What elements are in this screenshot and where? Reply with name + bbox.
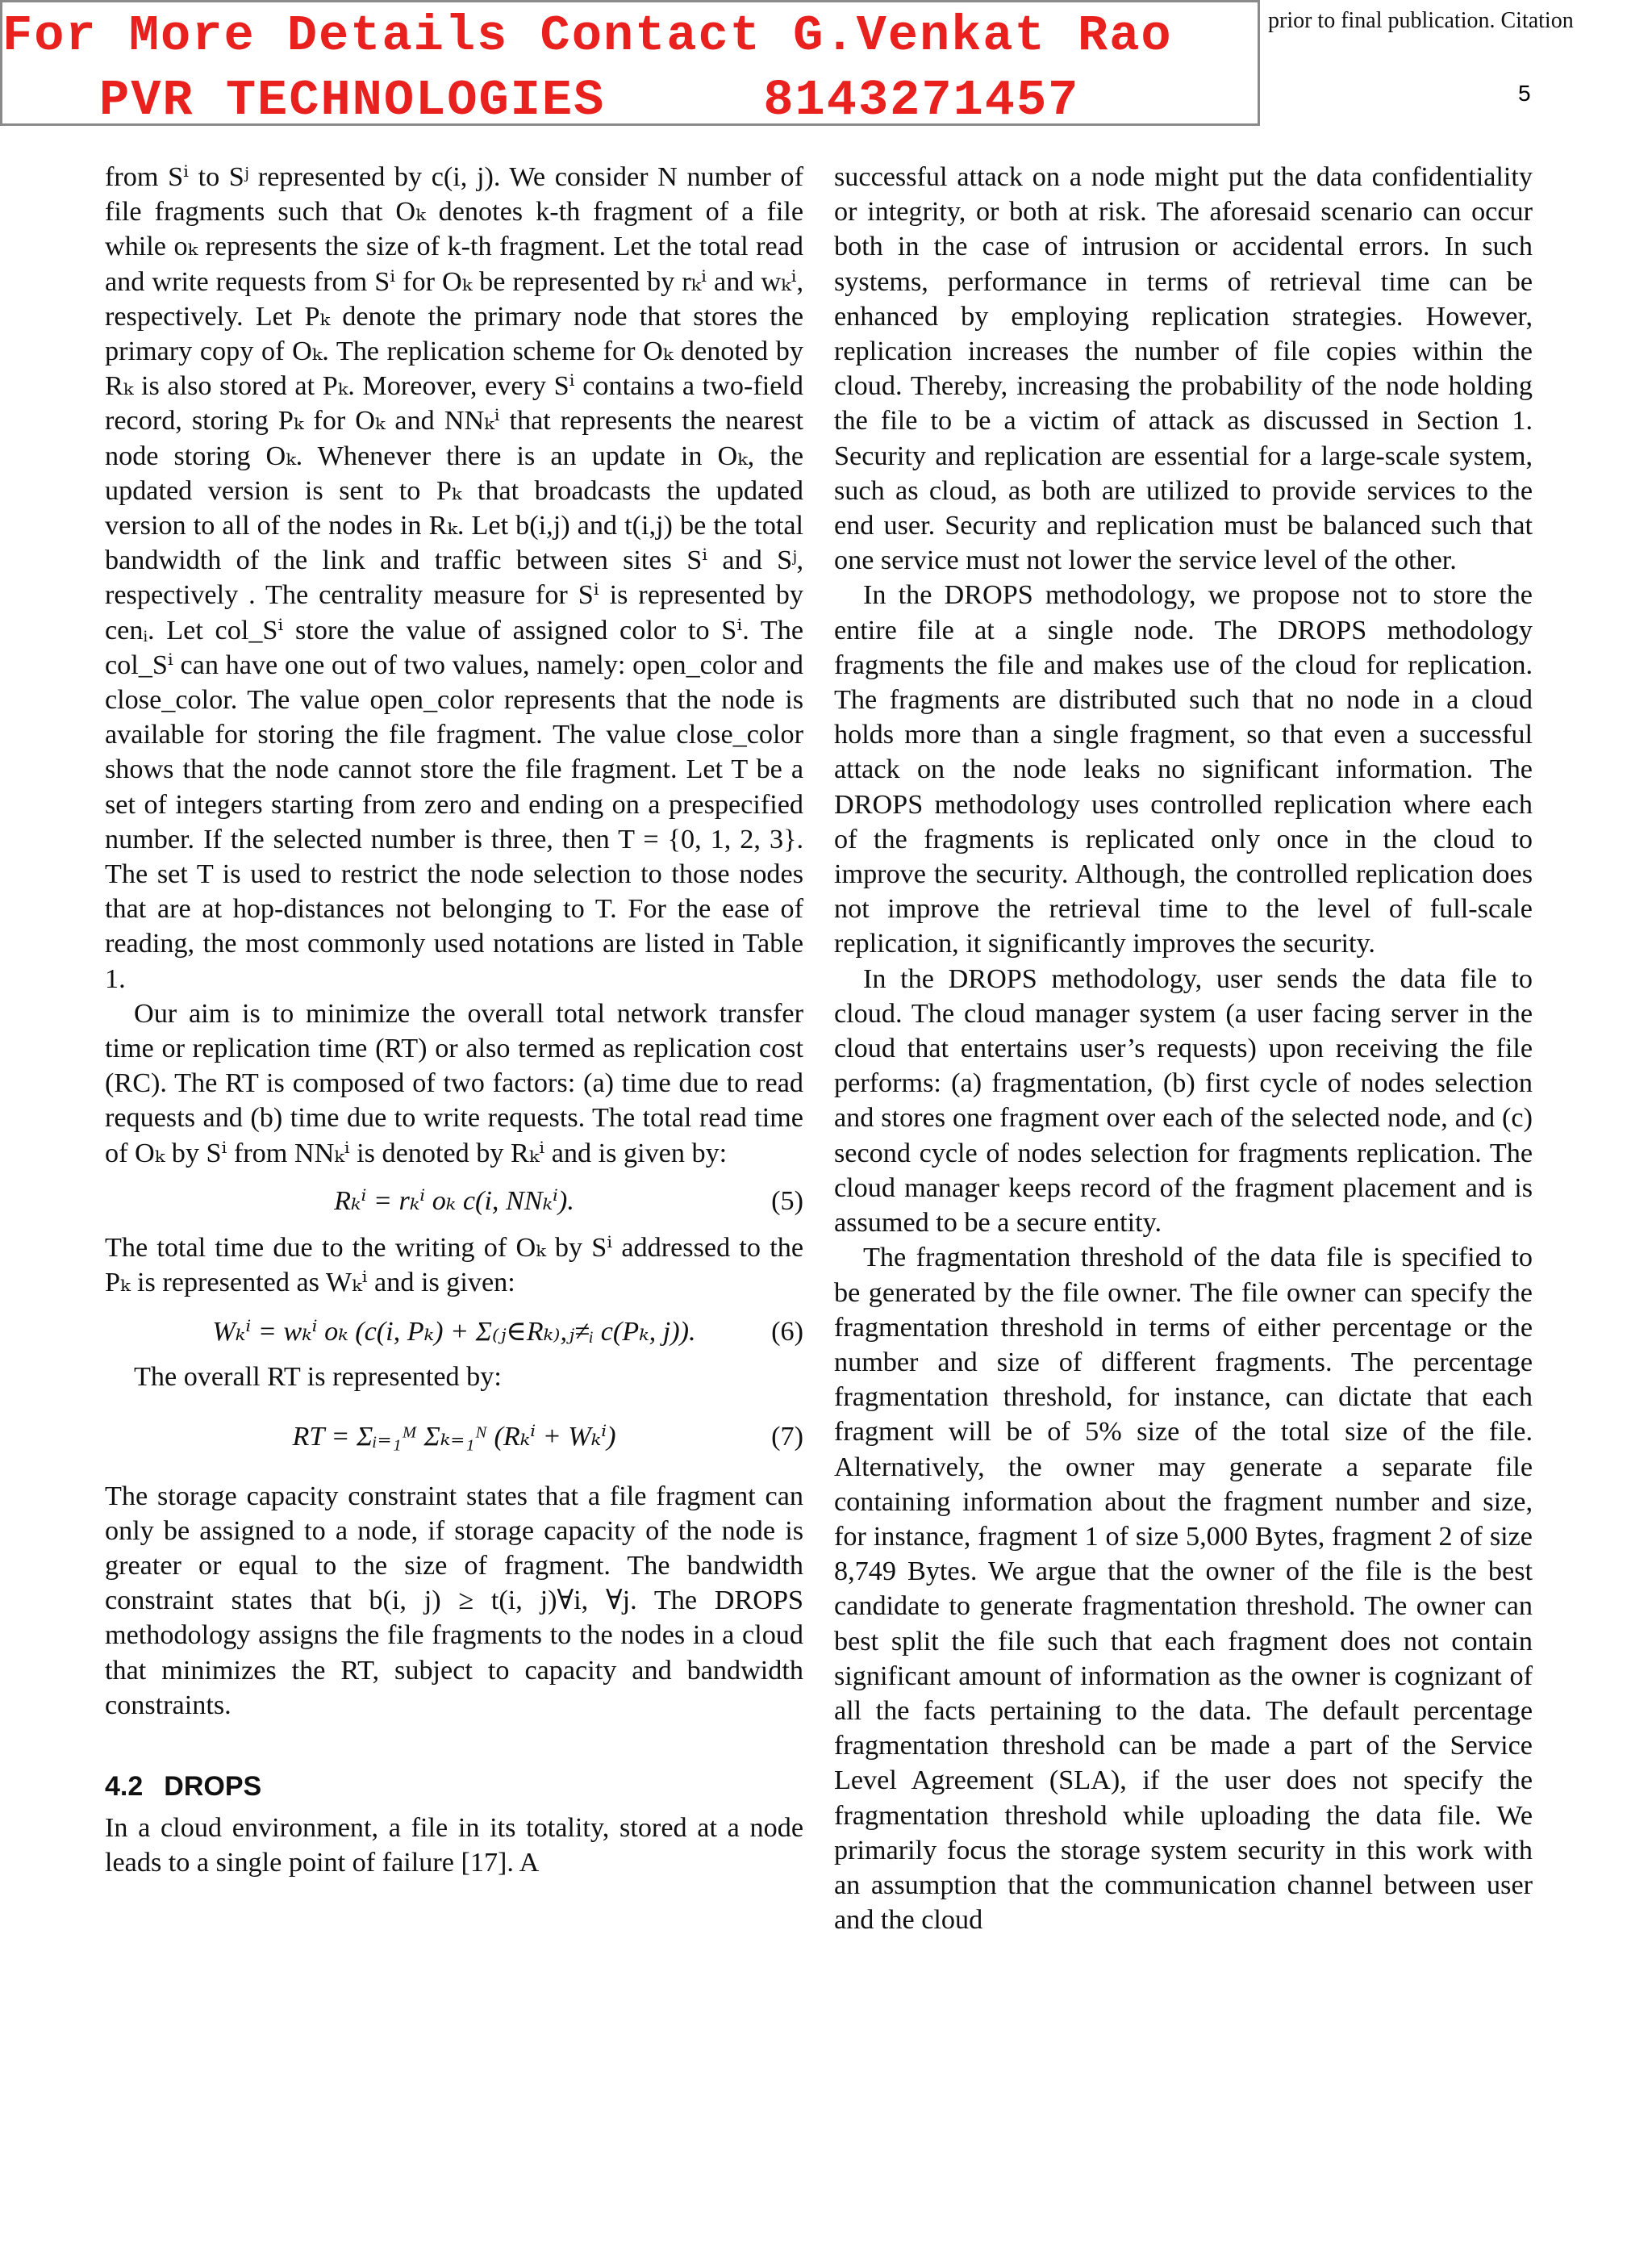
paragraph-aim: Our aim is to minimize the overall total network transfer time or replication time (RT) or also termed as replication cost (RC). The RT is composed of two factors: (a) time due to read requests and (b) time due to write requests. The total read time of Oₖ by Sⁱ from NNₖⁱ is denoted by Rₖⁱ and is given by: — [105, 998, 803, 1168]
equation-6 — [105, 1303, 803, 1356]
section-number: 4.2 — [105, 1770, 144, 1802]
equation-7-body: RT = Σᵢ₌₁ᴹ Σₖ₌₁ᴺ (Rₖⁱ + Wₖⁱ) — [292, 1421, 616, 1452]
banner-line-1: For More Details Contact G.Venkat Rao — [2, 7, 1173, 65]
right-column — [834, 160, 1533, 1937]
equation-7 — [105, 1398, 803, 1476]
left-column — [105, 160, 803, 1881]
equation-6-number: (6) — [771, 1317, 803, 1347]
paragraph-drops-proposal: In the DROPS methodology, we propose not to store the entire file at a single node. The DROPS methodology fragments the file and makes use of the cloud for replication. The fragments are distributed such that no node in a cloud holds more than a single fragment, so that even a successful attack on the node leaks no significant information. The DROPS methodology uses controlled replication where each of the fragments is replicated only once in the cloud to improve the security. Although, the controlled replication does not improve the retrieval time to the level of full-scale replication, it significantly improves the security. — [834, 580, 1533, 959]
equation-6-body: Wₖⁱ = wₖⁱ oₖ (c(i, Pₖ) + Σ₍ⱼ∈Rₖ₎,ⱼ≠ᵢ c(Pₖ, j)). — [212, 1317, 696, 1347]
paragraph-attack: successful attack on a node might put the data confidentiality or integrity, or both at risk. The aforesaid scenario can occur both in the case of intrusion or accidental errors. In such systems, performance in terms of retrieval time can be enhanced by employing replication strategies. However, replication increases the number of file copies within the cloud. Thereby, increasing the probability of the node holding the file to be a victim of attack as discussed in Section 1. Security and replication are essential for a large-scale system, such as cloud, as both are utilized to provide services to the end user. Security and replication must be balanced such that one service must not lower the service level of the other. — [834, 162, 1533, 576]
paragraph-write-time: The total time due to the writing of Oₖ by Sⁱ addressed to the Pₖ is represented as Wₖⁱ and is given: — [105, 1232, 803, 1298]
paragraph-cloud-manager: In the DROPS methodology, user sends the data file to cloud. The cloud manager system (a user facing server in the cloud that entertains user’s requests) upon receiving the file performs: (a) fragmentation, (b) first cycle of nodes selection and stores one fragment over each of the selected node, and (c) second cycle of nodes selection for fragments replication. The cloud manager keeps record of the fragment placement and is assumed to be a secure entity. — [834, 963, 1533, 1239]
paragraph-drops-intro: In a cloud environment, a file in its totality, stored at a node leads to a single point of failure [17]. A — [105, 1813, 803, 1878]
page-number: 5 — [1518, 81, 1531, 106]
equation-5 — [105, 1174, 803, 1227]
section-title: DROPS — [164, 1770, 262, 1802]
paragraph-overall-rt: The overall RT is represented by: — [134, 1362, 502, 1393]
equation-5-body: Rₖⁱ = rₖⁱ oₖ c(i, NNₖⁱ). — [334, 1185, 574, 1216]
running-header-note: prior to final publication. Citation — [1268, 8, 1574, 33]
equation-7-number: (7) — [771, 1421, 803, 1452]
section-heading — [105, 1769, 803, 1804]
equation-5-number: (5) — [771, 1185, 803, 1216]
paragraph-notation: from Sⁱ to Sʲ represented by c(i, j). We consider N number of file fragments such that Oₖ denotes k-th fragment of a file while oₖ represents the size of k-th fragment. Let the total read and write requests from Sⁱ for Oₖ be represented by rₖⁱ and wₖⁱ, respectively. Let Pₖ denote the primary node that stores the primary copy of Oₖ. The replication scheme for Oₖ denoted by Rₖ is also stored at Pₖ. Moreover, every Sⁱ contains a two-field record, storing Pₖ for Oₖ and NNₖⁱ that represents the nearest node storing Oₖ. Whenever there is an update in Oₖ, the updated version is sent to Pₖ that broadcasts the updated version to all of the nodes in Rₖ. Let b(i,j) and t(i,j) be the total bandwidth of the link and traffic between sites Sⁱ and Sʲ, respectively . The centrality measure for Sⁱ is represented by cenᵢ. Let col_Sⁱ store the value of assigned color to Sⁱ. The col_Sⁱ can have one out of two values, namely: open_color and close_color. The value open_color represents that the node is available for storing the file fragment. The value close_color shows that the node cannot store the file fragment. Let T be a set of integers starting from zero and ending on a prespecified number. If the selected number is three, then T = {0, 1, 2, 3}. The set T is used to restrict the node selection to those nodes that are at hop-distances not belonging to T. For the ease of reading, the most commonly used notations are listed in Table 1. — [105, 162, 803, 994]
banner-line-2: PVR TECHNOLOGIES 8143271457 — [99, 72, 1080, 129]
contact-banner — [0, 0, 1260, 129]
paragraph-constraints: The storage capacity constraint states that a file fragment can only be assigned to a node, if storage capacity of the node is greater or equal to the size of fragment. The bandwidth constraint states that b(i, j) ≥ t(i, j)∀i, ∀j. The DROPS methodology assigns the file fragments to the nodes in a cloud that minimizes the RT, subject to capacity and bandwidth constraints. — [105, 1481, 803, 1720]
paragraph-fragmentation-threshold: The fragmentation threshold of the data file is specified to be generated by the file owner. The file owner can specify the fragmentation threshold in terms of either percentage or the number and size of different fragments. The percentage fragmentation threshold, for instance, can dictate that each fragment will be of 5% size of the total size of the file. Alternatively, the owner may generate a separate file containing information about the fragment number and size, for instance, fragment 1 of size 5,000 Bytes, fragment 2 of size 8,749 Bytes. We argue that the owner of the file is the best candidate to generate fragmentation threshold. The owner can best split the file such that each fragment does not contain significant amount of information as the owner is cognizant of all the facts pertaining to the data. The default percentage fragmentation threshold can be made a part of the Service Level Agreement (SLA), if the user does not specify the fragmentation threshold while uploading the data file. We primarily focus the storage system security in this work with an assumption that the communication channel between user and the cloud — [834, 1243, 1533, 1936]
